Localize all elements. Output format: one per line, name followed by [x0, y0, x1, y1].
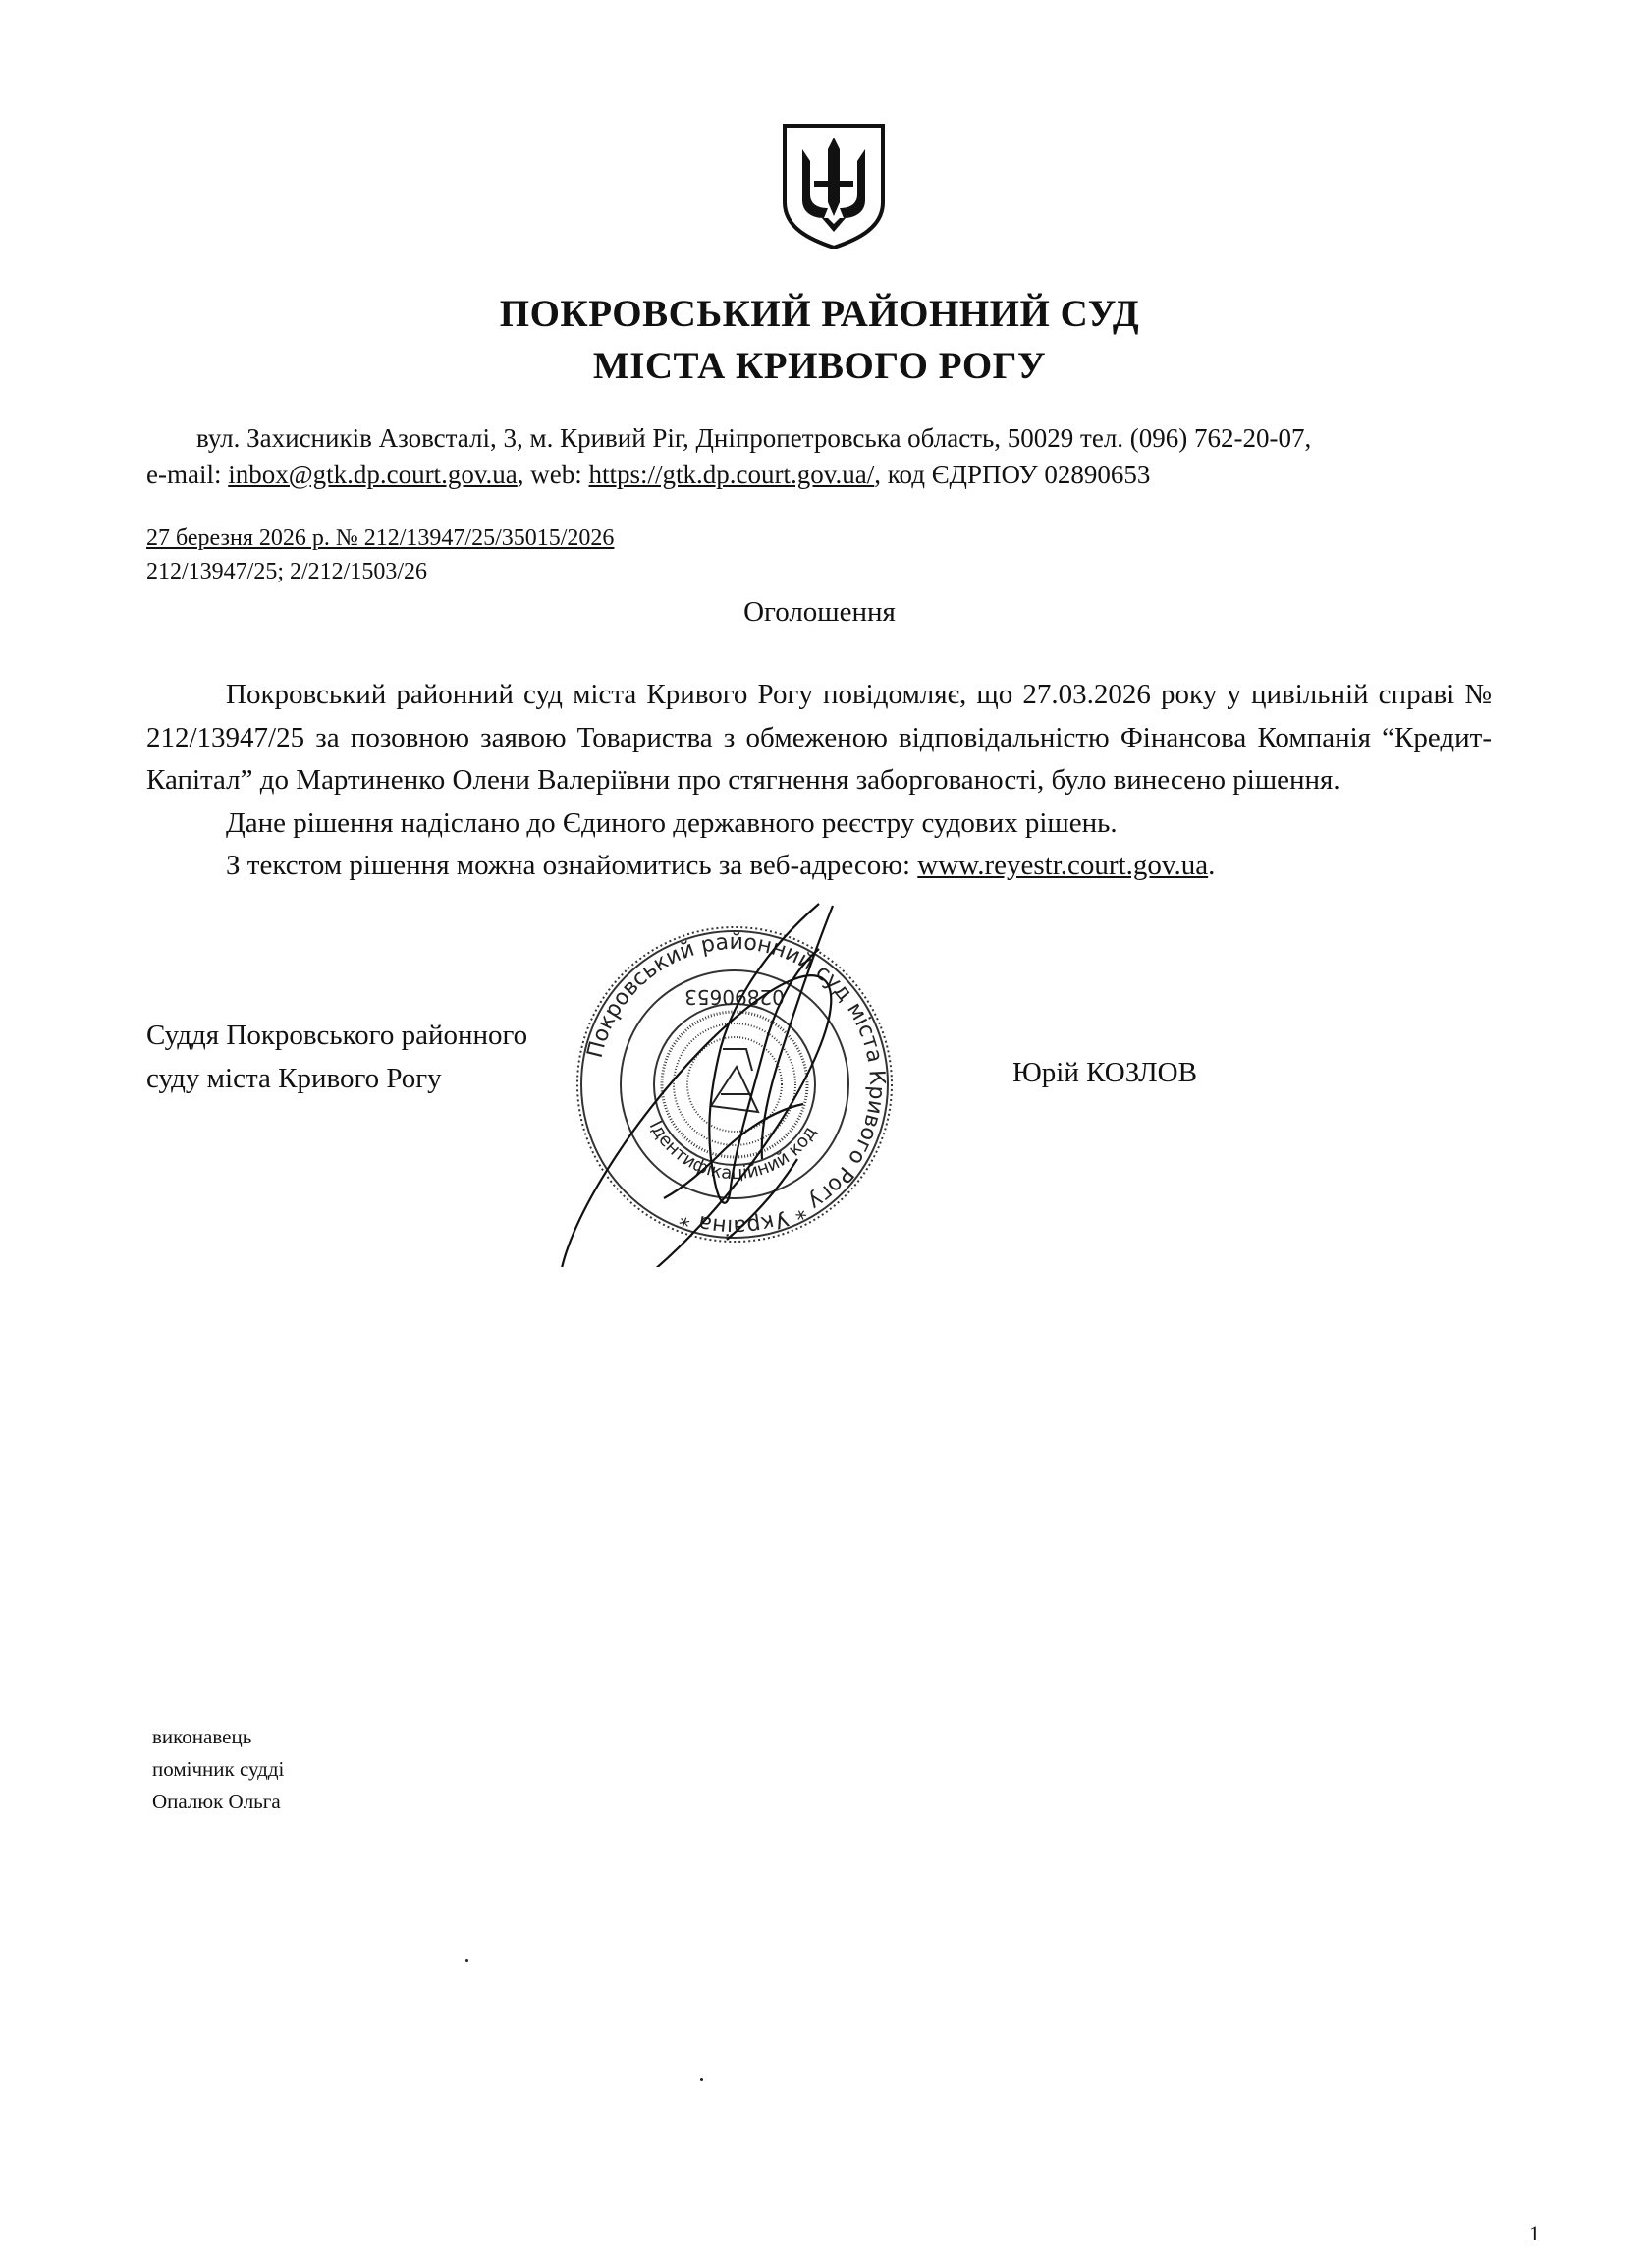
- stamp-inner-text: Ідентифікаційний код: [644, 1117, 821, 1185]
- trident-coat-of-arms-icon: [779, 122, 889, 249]
- announcement-paragraph-1: Покровський районний суд міста Кривого Рогу повідомляє, що 27.03.2026 року у цивільній справі № 212/13947/25 за позовною заявою Товариства з обмеженою відповідальністю Фінансова Компанія “Кредит-Капітал” до Мартиненко Олени Валеріївни про стягнення заборгованості, було винесено рішення.: [146, 679, 1492, 796]
- paragraph-3-text: З текстом рішення можна ознайомитись за веб-адресою:: [226, 850, 918, 881]
- court-contacts: [146, 460, 1150, 490]
- document-heading: Оголошення: [743, 596, 896, 628]
- outgoing-date-number: 27 березня 2026 р. № 212/13947/25/35015/2026: [146, 526, 615, 551]
- court-name-line1: ПОКРОВСЬКИЙ РАЙОННИЙ СУД: [499, 293, 1140, 335]
- court-address: вул. Захисників Азовсталі, 3, м. Кривий Ріг, Дніпропетровська область, 50029 тел. (096) 762-20-07,: [196, 423, 1312, 453]
- stamp-code: 02890653: [684, 985, 785, 1009]
- email-link[interactable]: inbox@gtk.dp.court.gov.ua: [228, 460, 518, 489]
- email-label: e-mail:: [146, 460, 229, 489]
- judge-position: [146, 1014, 527, 1100]
- web-label: , web:: [517, 460, 589, 489]
- stamp-outer-text: Покровський районний суд міста Кривого Рогу * Україна *: [582, 929, 890, 1240]
- page-number: 1: [1529, 2221, 1540, 2245]
- executor-name: Опалюк Ольга: [152, 1790, 281, 1813]
- court-stamp: [519, 902, 911, 1267]
- announcement-paragraph-3: [146, 845, 1492, 888]
- edrpou-code: , код ЄДРПОУ 02890653: [874, 460, 1151, 489]
- executor-role: помічник судді: [152, 1757, 285, 1781]
- case-numbers: 212/13947/25; 2/212/1503/26: [146, 559, 428, 584]
- judge-name: Юрій КОЗЛОВ: [1012, 1057, 1197, 1088]
- website-link[interactable]: https://gtk.dp.court.gov.ua/: [588, 460, 875, 489]
- scan-speck: [700, 2078, 703, 2081]
- executor-block: [152, 1721, 284, 1818]
- court-name-line2: МІСТА КРИВОГО РОГУ: [592, 345, 1047, 387]
- judge-position-line2: суду міста Кривого Рогу: [146, 1063, 442, 1094]
- scan-speck: [465, 1959, 468, 1962]
- judge-position-line1: Суддя Покровського районного: [146, 1020, 528, 1051]
- executor-label: виконавець: [152, 1725, 252, 1748]
- paragraph-3-end: .: [1208, 850, 1216, 881]
- registry-link[interactable]: www.reyestr.court.gov.ua: [917, 850, 1209, 881]
- announcement-body: [146, 674, 1492, 888]
- announcement-paragraph-2: Дане рішення надіслано до Єдиного державного реєстру судових рішень.: [226, 806, 1118, 839]
